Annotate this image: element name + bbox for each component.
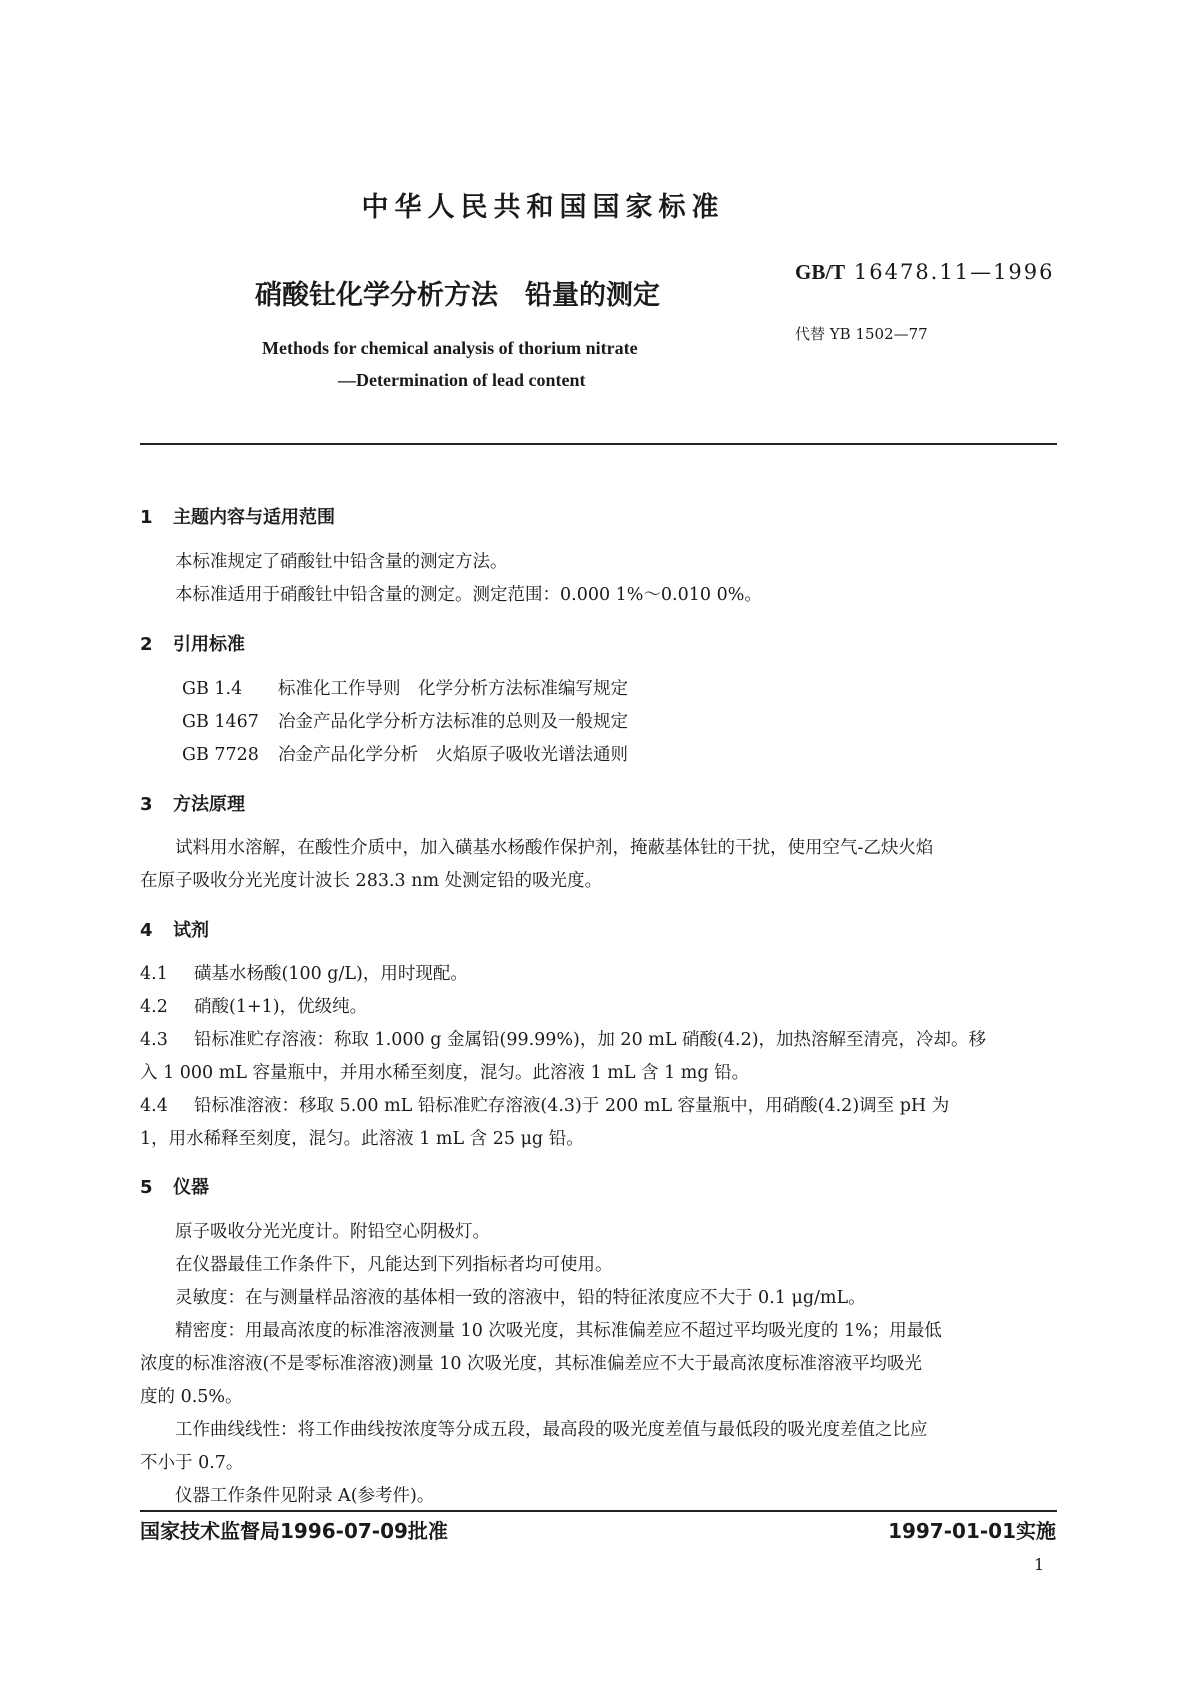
clause-text: 硝酸(1+1)，优级纯。: [194, 997, 368, 1017]
header-divider: [140, 443, 1057, 445]
reference-item: [182, 706, 628, 739]
clause-text: 磺基水杨酸(100 g/L)，用时现配。: [194, 964, 468, 984]
clause-text: 铅标准贮存溶液：称取 1.000 g 金属铅(99.99%)，加 20 mL 硝酸(4.2)，加热溶解至清亮，冷却。移: [194, 1030, 987, 1050]
paragraph: 原子吸收分光光度计。附铅空心阴极灯。: [175, 1222, 490, 1242]
page-number: 1: [1034, 1555, 1045, 1574]
reference-code: GB 7728: [182, 745, 259, 765]
clause-number: 4.4: [140, 1096, 168, 1116]
implementation-date: 1997-01-01实施: [888, 1519, 1056, 1543]
english-title-line-2: —Determination of lead content: [338, 370, 586, 390]
clause-number: 4.1: [140, 964, 168, 984]
section-number: 4: [140, 920, 153, 941]
section-title: 引用标准: [173, 634, 245, 655]
reference-text: 冶金产品化学分析方法标准的总则及一般规定: [278, 712, 628, 732]
clause-4-3: [140, 1024, 986, 1057]
clause-4-2: [140, 991, 367, 1024]
standard-number: [795, 260, 1055, 285]
reference-code: GB 1467: [182, 712, 259, 732]
standard-code: 16478.11—1996: [853, 260, 1055, 284]
section-title: 仪器: [173, 1177, 209, 1198]
section-number: 2: [140, 634, 153, 655]
clause-number: 4.3: [140, 1030, 168, 1050]
clause-text: 铅标准溶液：移取 5.00 mL 铅标准贮存溶液(4.3)于 200 mL 容量瓶中，用硝酸(4.2)调至 pH 为: [194, 1096, 950, 1116]
section-number: 5: [140, 1177, 153, 1198]
clause-4-4: [140, 1090, 949, 1123]
document-title: 硝酸钍化学分析方法 铅量的测定: [255, 280, 660, 311]
paragraph: 仪器工作条件见附录 A(参考件)。: [175, 1486, 435, 1506]
section-title: 方法原理: [173, 794, 245, 815]
approval-date: 国家技术监督局1996-07-09批准: [140, 1519, 448, 1543]
standard-prefix: GB/T: [795, 260, 846, 284]
paragraph: 度的 0.5%。: [140, 1387, 243, 1407]
paragraph: 灵敏度：在与测量样品溶液的基体相一致的溶液中，铅的特征浓度应不大于 0.1 μg/mL。: [175, 1288, 866, 1308]
section-5-heading: [140, 1173, 209, 1199]
section-title: 主题内容与适用范围: [173, 507, 335, 528]
paragraph: 在原子吸收分光光度计波长 283.3 nm 处测定铅的吸光度。: [140, 871, 603, 891]
paragraph: 不小于 0.7。: [140, 1453, 244, 1473]
reference-item: [182, 673, 628, 706]
clause-number: 4.2: [140, 997, 168, 1017]
paragraph: 精密度：用最高浓度的标准溶液测量 10 次吸光度，其标准偏差应不超过平均吸光度的 1%；用最低: [175, 1321, 942, 1341]
footer-divider: [140, 1510, 1057, 1512]
section-3-heading: [140, 790, 245, 816]
clause-4-1: [140, 958, 468, 991]
section-title: 试剂: [173, 920, 209, 941]
paragraph: 工作曲线线性：将工作曲线按浓度等分成五段，最高段的吸光度差值与最低段的吸光度差值之比应: [175, 1420, 928, 1440]
clause-4-4-continued: 1，用水稀释至刻度，混匀。此溶液 1 mL 含 25 μg 铅。: [140, 1129, 584, 1149]
section-number: 1: [140, 507, 153, 528]
clause-4-3-continued: 入 1 000 mL 容量瓶中，并用水稀至刻度，混匀。此溶液 1 mL 含 1 mg 铅。: [140, 1063, 750, 1083]
english-title-line-1: Methods for chemical analysis of thorium nitrate: [262, 338, 638, 358]
replaces-standard: 代替 YB 1502—77: [795, 325, 928, 343]
section-1-heading: [140, 503, 335, 529]
paragraph: 本标准规定了硝酸钍中铅含量的测定方法。: [175, 552, 508, 572]
paragraph: 在仪器最佳工作条件下，凡能达到下列指标者均可使用。: [175, 1255, 613, 1275]
paragraph: 试料用水溶解，在酸性介质中，加入磺基水杨酸作保护剂，掩蔽基体钍的干扰，使用空气-乙炔火焰: [175, 838, 934, 858]
paragraph: 本标准适用于硝酸钍中铅含量的测定。测定范围：0.000 1%～0.010 0%。: [175, 585, 762, 605]
reference-code: GB 1.4: [182, 679, 243, 699]
section-2-heading: [140, 630, 245, 656]
reference-text: 标准化工作导则 化学分析方法标准编写规定: [278, 679, 628, 699]
reference-text: 冶金产品化学分析 火焰原子吸收光谱法通则: [278, 745, 628, 765]
section-number: 3: [140, 794, 153, 815]
reference-item: [182, 739, 628, 772]
section-4-heading: [140, 916, 209, 942]
national-standard-heading: 中华人民共和国国家标准: [361, 192, 725, 223]
paragraph: 浓度的标准溶液(不是零标准溶液)测量 10 次吸光度，其标准偏差应不大于最高浓度标准溶液平均吸光: [140, 1354, 923, 1374]
